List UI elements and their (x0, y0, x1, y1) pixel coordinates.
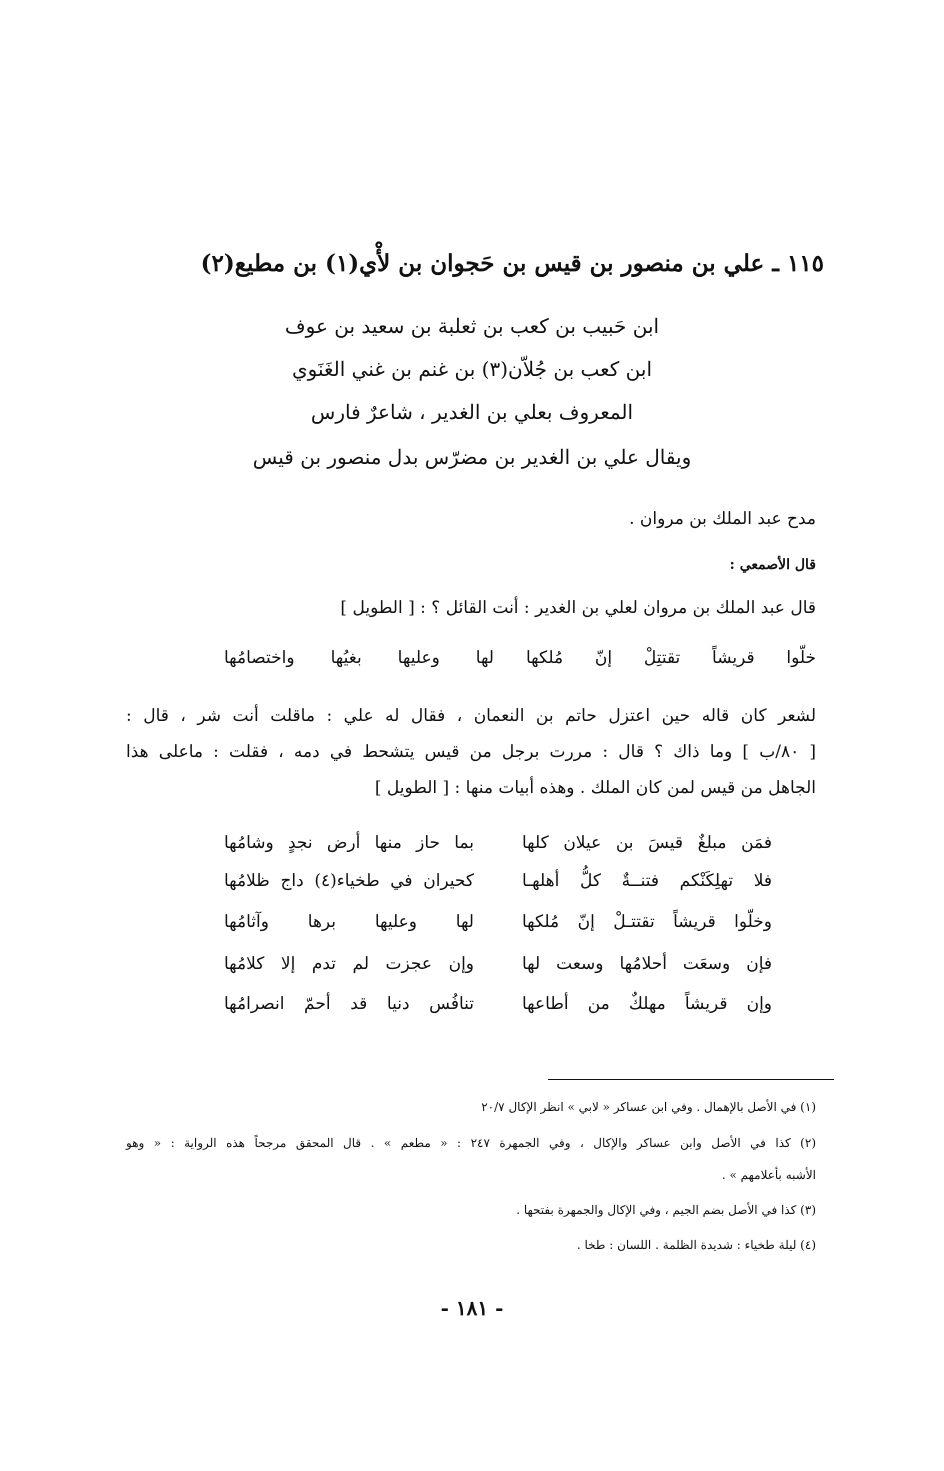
poem-line-2-second: كحيران في طخياء(٤) داج ظلامُها (224, 871, 474, 891)
footnote-2: (٢) كذا في الأصل وابن عساكر والإكال ، وفي الجمهرة ٢٤٧ : « مطعم » . قال المحقق مرجحاً هذه الرواية : « وهو (126, 1136, 816, 1150)
footnote-3: (٣) كذا في الأصل بضم الجيم ، وفي الإكال والجمهرة بفتحها . (516, 1203, 816, 1217)
poem-line-4-second: وإن عجزت لم تدم إلا كلامُها (224, 954, 474, 974)
paragraph-question: قال عبد الملك بن مروان لعلي بن الغدير : أنت القائل ؟ : [ الطويل ] (340, 598, 816, 618)
paragraph-praise: مدح عبد الملك بن مروان . (629, 509, 816, 529)
paragraph-line-1: لشعر كان قاله حين اعتزل حاتم بن النعمان ، فقال له علي : ماقلت أنت شر ، قال : (126, 706, 816, 726)
poem-line-1-first: فمَن مبلغٌ قيسَ بن عيلان كلها (522, 833, 772, 853)
poem-line-5-second: تنافُس دنيا قد أحمّ انصرامُها (224, 994, 474, 1014)
footnote-2-continued: الأشبه بأعلامهم » . (721, 1168, 816, 1182)
verse-1-second-hemistich: لها وعليها بغيُها واختصامُها (224, 648, 494, 668)
poem-line-3-second: لها وعليها برها وآثامُها (224, 912, 474, 932)
lineage-line-5: ويقال علي بن الغدير بن مضرّس بدل منصور بن قيس (252, 445, 692, 469)
poem-line-1-second: بما حاز منها أرض نجدٍ وشامُها (224, 833, 474, 853)
entry-heading: ١١٥ ـ علي بن منصور بن قيس بن حَجوان بن لأْي(١) بن مطيع(٢) (200, 250, 824, 277)
footnote-1: (١) في الأصل بالإهمال . وفي ابن عساكر « لابي » انظر الإكال ٢٠/٧ (481, 1100, 816, 1114)
paragraph-line-3: الجاهل من قيس لمن كان الملك . وهذه أبيات منها : [ الطويل ] (374, 778, 816, 798)
poem-line-4-first: فإن وسعَت أحلامُها وسعت لها (522, 954, 772, 974)
poem-line-3-first: وخلّوا قريشاً تقتتـلْ إنّ مُلكها (522, 912, 772, 932)
paragraph-line-2: [ ٨٠/ب ] وما ذاك ؟ قال : مررت برجل من قيس يتشحط في دمه ، فقلت : ماعلى هذا (126, 742, 816, 762)
lineage-line-3: ابن كعب بن جُلاّن(٣) بن غنم بن غني الغَنَوي (291, 357, 653, 381)
page-number: - ١٨١ - (440, 1296, 504, 1320)
lineage-line-4: المعروف بعلي بن الغدير ، شاعرٌ فارس (310, 400, 634, 424)
footnote-separator (548, 1079, 834, 1080)
footnote-4: (٤) ليلة طخياء : شديدة الظلمة . اللسان : طخا . (576, 1238, 816, 1252)
poem-line-5-first: وإن قريشاً مهلكٌ من أطاعها (522, 994, 772, 1014)
lineage-line-2: ابن حَبيب بن كعب بن ثعلبة بن سعيد بن عوف (284, 314, 660, 338)
verse-1-first-hemistich: خلّوا قريشاً تقتتِلْ إنّ مُلكها (526, 648, 816, 668)
poem-line-2-first: فلا تهلِكَنْكم فتنــةٌ كلُّ أهلهـا (522, 871, 772, 891)
narrator-line: قال الأصمعي : (729, 557, 816, 573)
